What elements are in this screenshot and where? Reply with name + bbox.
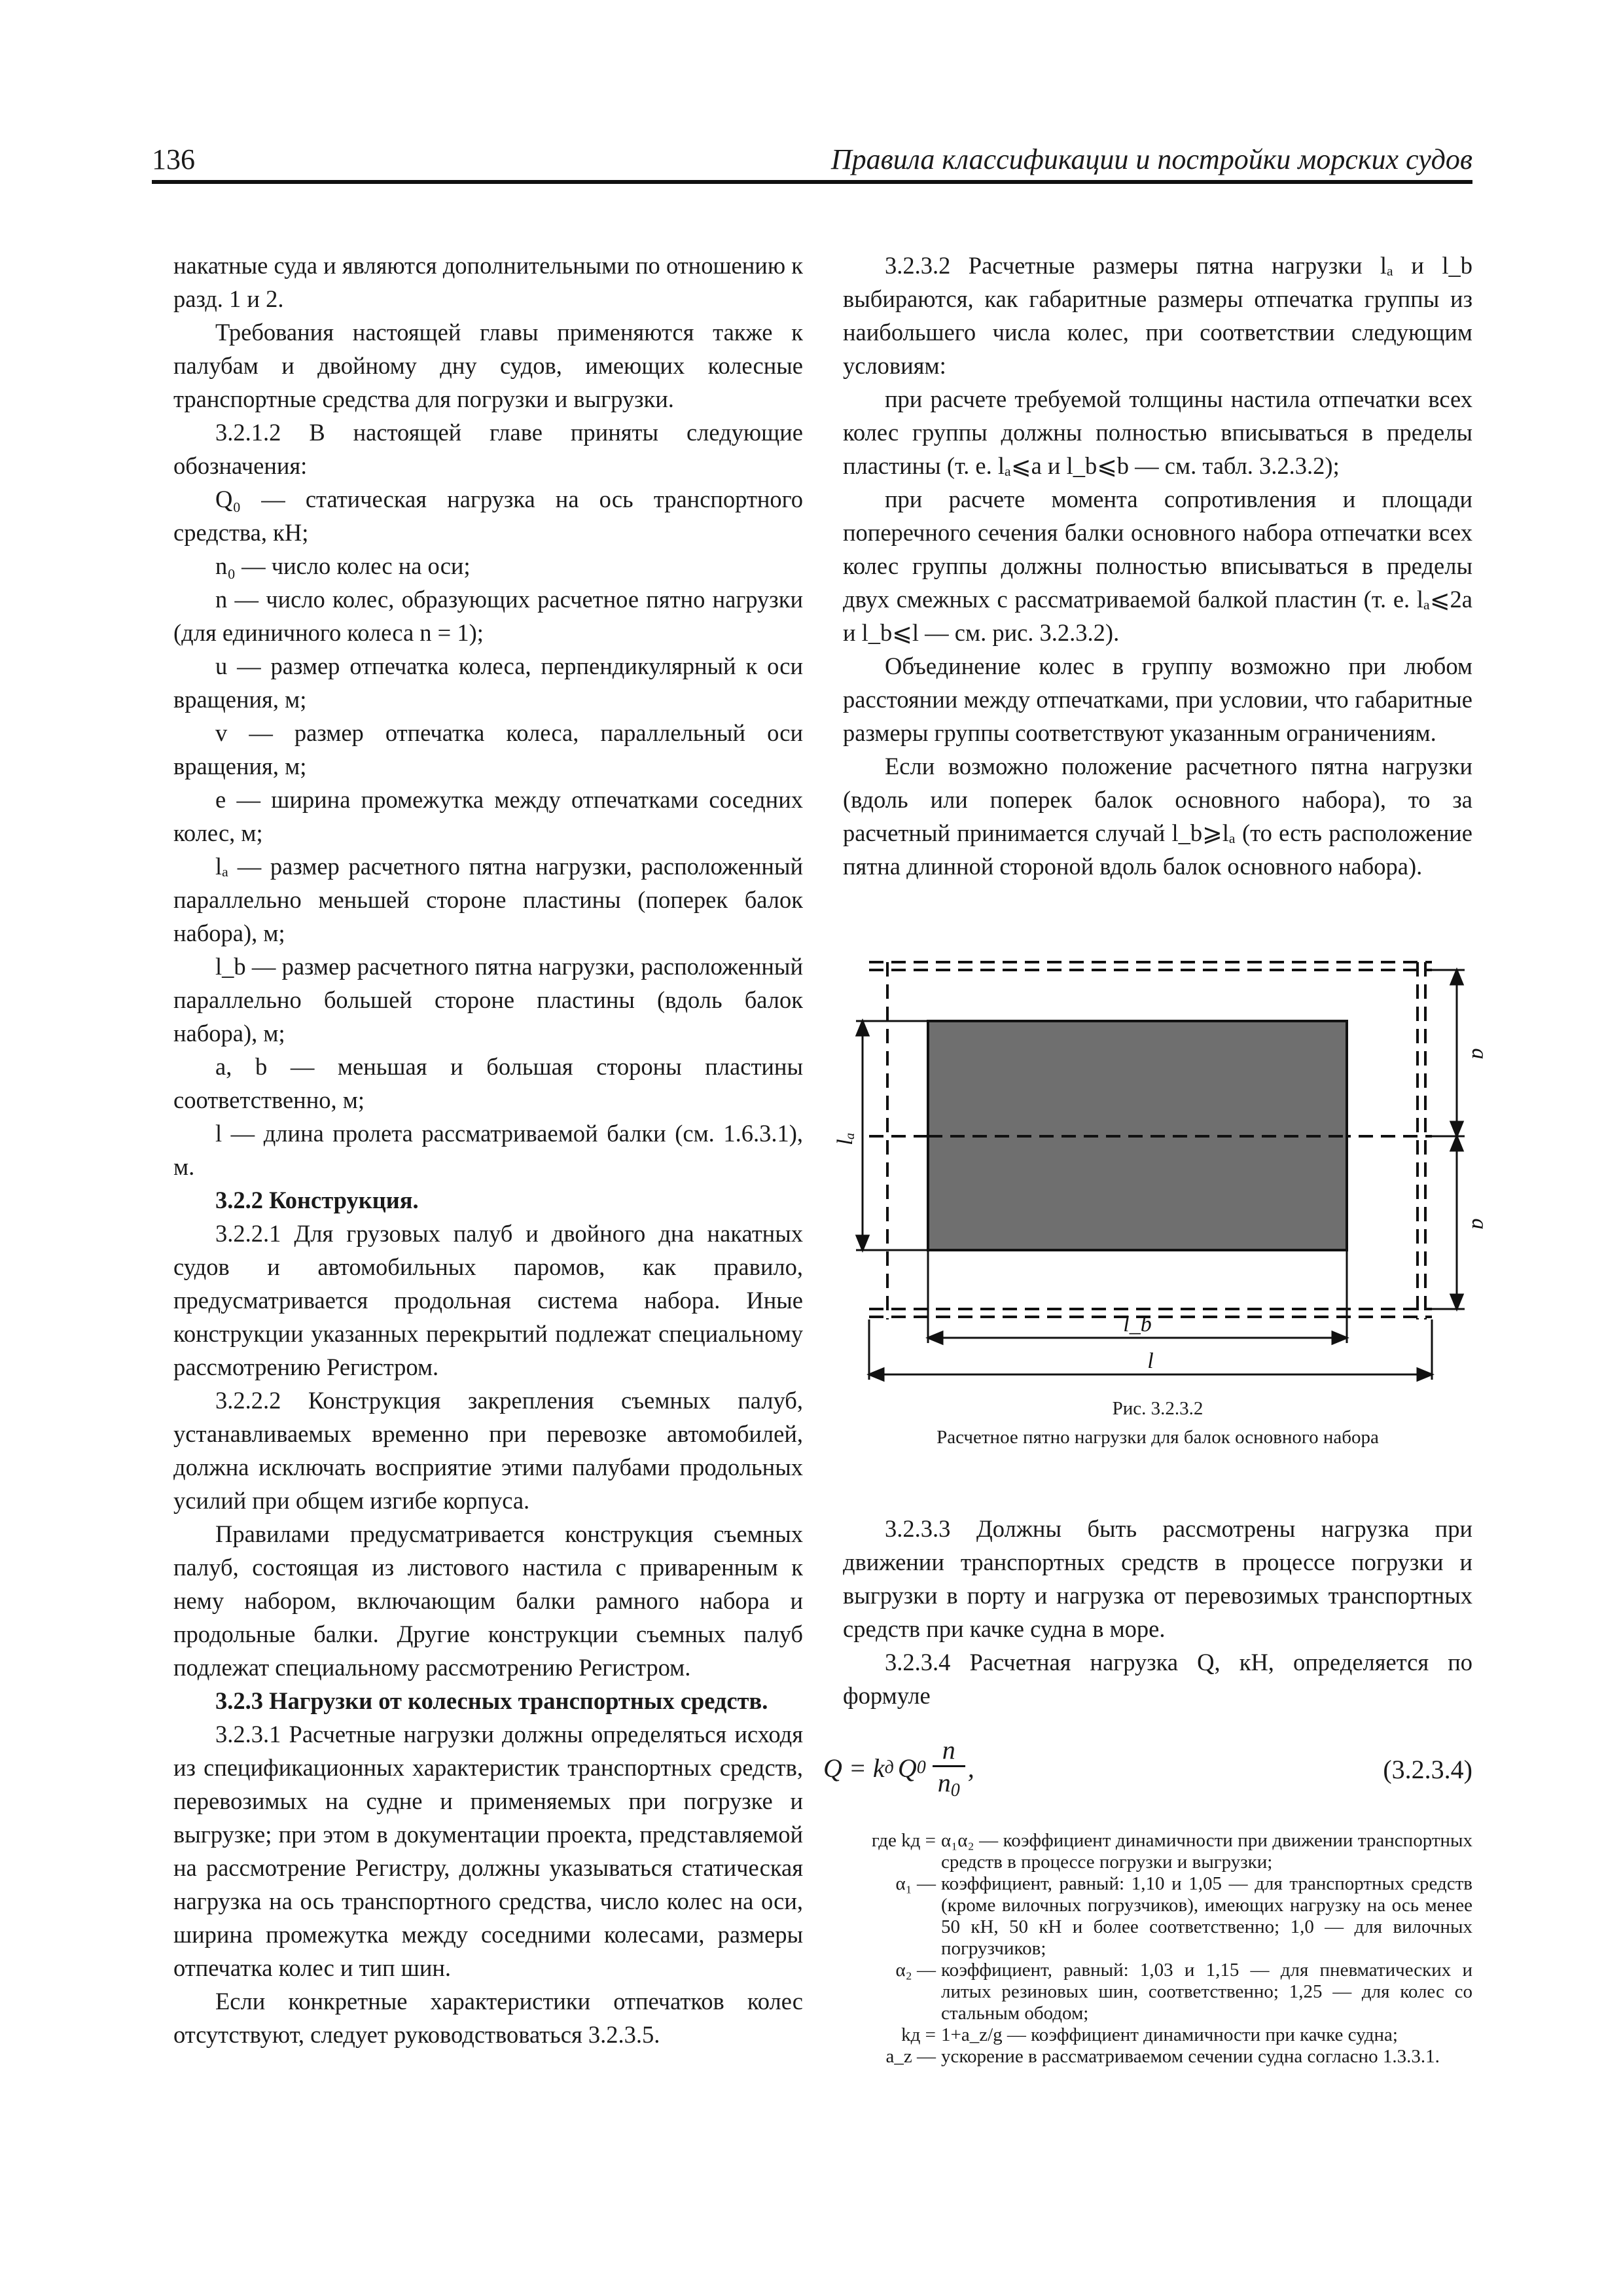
- paragraph: Требования настоящей главы применяются также к палубам и двойному дну судов, имеющих колесные транспортные средства для погрузки и выгрузки.: [173, 319, 803, 412]
- definition-item: u — размер отпечатка колеса, перпендикулярный к оси вращения, м;: [173, 653, 803, 713]
- definition-item: lₐ — размер расчетного пятна нагрузки, расположенный параллельно меньшей стороне пластины (поперек балок набора), м;: [173, 853, 803, 946]
- definition-item: l — длина пролета рассматриваемой балки (см. 1.6.3.1), м.: [173, 1120, 803, 1180]
- label-la: lₐ: [833, 1132, 857, 1145]
- right-column-bottom: [843, 1512, 1472, 1712]
- paragraph: Объединение колес в группу возможно при любом расстоянии между отпечатками, при условии, что габаритные размеры группы соответствуют указанным ограничениям.: [843, 653, 1472, 746]
- paragraph: 3.2.3.3 Должны быть рассмотрены нагрузка при движении транспортных средств в процессе погрузки и выгрузки в порту и нагрузка от перевозимых транспортных средств при качке судна в море.: [843, 1515, 1472, 1642]
- paragraph: при расчете момента сопротивления и площади поперечного сечения балки основного набора отпечатки всех колес группы должны полностью вписываться в пределы двух смежных с рассматриваемой балкой пластин (т. е. lₐ⩽2a и l_b⩽l — см. рис. 3.2.3.2).: [843, 486, 1472, 646]
- definition-item: n — число колес, образующих расчетное пятно нагрузки (для единичного колеса n = 1);: [173, 586, 803, 646]
- formula-number: (3.2.3.4): [1383, 1755, 1472, 1784]
- running-header: [152, 143, 1472, 184]
- paragraph: Правилами предусматривается конструкция съемных палуб, состоящая из листового настила с приваренным к нему набором, включающим балки рамного набора и продольные балки. Другие конструкции съемных палуб подлежат специальному рассмотрению Регистром.: [173, 1520, 803, 1681]
- figure-caption: [843, 1394, 1472, 1452]
- definition-item: v — размер отпечатка колеса, параллельный оси вращения, м;: [173, 719, 803, 780]
- definition-item: Q₀ — статическая нагрузка на ось транспортного средства, кН;: [173, 486, 803, 546]
- figure-title: Расчетное пятно нагрузки для балок основного набора: [936, 1427, 1379, 1448]
- paragraph: 3.2.3.1 Расчетные нагрузки должны определяться исходя из спецификационных характеристик транспортных средств, перевозимых на судне и применяемых при погрузке и выгрузке; при этом в документации проекта, представляемой на рассмотрение Регистру, должны указываться статическая нагрузка на ось транспортного средства, число колес на оси, ширина промежутка между соседними колесами, размеры отпечатка колес и тип шин.: [173, 1721, 803, 1981]
- definition-row: kд = 1+a_z/g — коэффициент динамичности при качке судна;: [901, 2024, 1398, 2045]
- paragraph: 3.2.2.2 Конструкция закрепления съемных палуб, устанавливаемых временно при перевозке автомобилей, должна исключать восприятие этими палубами продольных усилий при общем изгибе корпуса.: [173, 1387, 803, 1514]
- definition-row: α₁ — коэффициент, равный: 1,10 и 1,05 — для транспортных средств (кроме вилочных погрузчиков), имеющих нагрузку на ось менее 50 кН, 50 кН и более соответственно; 1,0 — для вилочных погрузчиков;: [895, 1873, 1472, 1959]
- definition-row: где kд = α₁α₂ — коэффициент динамичности при движении транспортных средств в процессе погрузки и выгрузки;: [871, 1830, 1472, 1873]
- paragraph: 3.2.3.2 Расчетные размеры пятна нагрузки lₐ и l_b выбираются, как габаритные размеры отпечатка группы из наибольшего числа колес, при соответствии следующим условиям:: [843, 252, 1472, 379]
- label-a-bottom: a: [1467, 1218, 1491, 1230]
- formula-expression: Q = k д Q 0 $\frac{n}{n_0}$ ,: [823, 1735, 974, 1801]
- definition-item: l_b — размер расчетного пятна нагрузки, расположенный параллельно большей стороне пластины (вдоль балок набора), м;: [173, 953, 803, 1047]
- left-column: [173, 249, 803, 2051]
- formula-3-2-3-4: [823, 1725, 1472, 1823]
- label-l: l: [1147, 1349, 1154, 1373]
- paragraph: Если конкретные характеристики отпечатков колес отсутствуют, следует руководствоваться 3.2.3.5.: [173, 1988, 803, 2048]
- book-title: Правила классификации и постройки морских судов: [830, 143, 1472, 175]
- section-heading: 3.2.2 Конструкция.: [215, 1187, 419, 1213]
- formula-fraction: $\frac{n}{n_0}$: [933, 1734, 965, 1801]
- label-a-top: a: [1467, 1048, 1491, 1060]
- section-heading: 3.2.3 Нагрузки от колесных транспортных средств.: [215, 1687, 768, 1714]
- label-lb: l_b: [1123, 1312, 1152, 1336]
- paragraph: при расчете требуемой толщины настила отпечатки всех колес группы должны полностью вписываться в пределы пластины (т. е. lₐ⩽a и l_b⩽b — см. табл. 3.2.3.2);: [843, 386, 1472, 479]
- paragraph: Если возможно положение расчетного пятна нагрузки (вдоль или поперек балок основного набора), то за расчетный принимается случай l_b⩾lₐ (то есть расположение пятна длинной стороной вдоль балок основного набора).: [843, 753, 1472, 880]
- paragraph: 3.2.2.1 Для грузовых палуб и двойного дна накатных судов и автомобильных паромов, как правило, предусматривается продольная система набора. Иные конструкции указанных перекрытий подлежат специальному рассмотрению Регистром.: [173, 1220, 803, 1380]
- definition-item: n₀ — число колес на оси;: [215, 552, 471, 579]
- definition-item: a, b — меньшая и большая стороны пластины соответственно, м;: [173, 1053, 803, 1113]
- paragraph: 3.2.3.4 Расчетная нагрузка Q, кН, определяется по формуле: [843, 1649, 1472, 1709]
- right-column-top: [843, 249, 1472, 883]
- figure-load-patch: [833, 942, 1491, 1466]
- definition-row: α₂ — коэффициент, равный: 1,03 и 1,15 — для пневматических и литых резиновых шин, соответственно; 1,25 — для колес со стальным ободом;: [895, 1960, 1472, 2024]
- definition-item: e — ширина промежутка между отпечатками соседних колес, м;: [173, 786, 803, 846]
- formula-definitions: [823, 1830, 1472, 2068]
- page-number: 136: [152, 143, 195, 175]
- load-patch-diagram: [833, 942, 1491, 1388]
- definition-row: a_z — ускорение в рассматриваемом сечении судна согласно 1.3.3.1.: [885, 2046, 1440, 2067]
- paragraph: 3.2.1.2 В настоящей главе приняты следующие обозначения:: [173, 419, 803, 479]
- paragraph: накатные суда и являются дополнительными по отношению к разд. 1 и 2.: [173, 252, 803, 312]
- figure-number: Рис. 3.2.3.2: [1112, 1398, 1204, 1419]
